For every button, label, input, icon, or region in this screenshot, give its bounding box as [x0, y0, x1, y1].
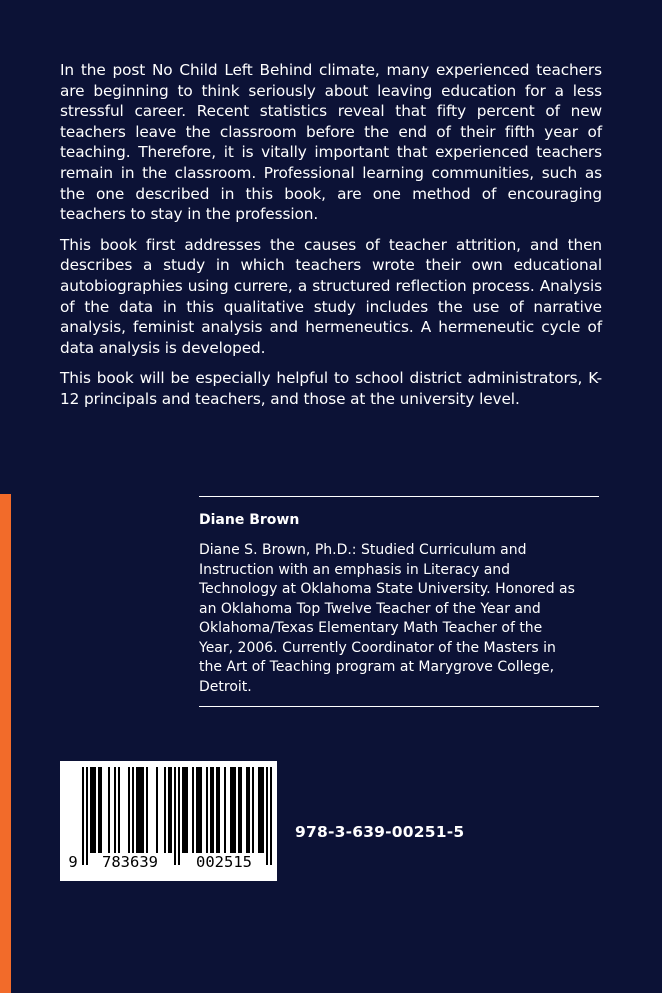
barcode-bar — [248, 767, 250, 853]
barcode-digits: 9 — [68, 853, 78, 871]
barcode-bar — [140, 767, 142, 853]
barcode-bar — [184, 767, 186, 853]
barcode-bar — [168, 767, 170, 853]
barcode-bar — [262, 767, 264, 853]
barcode-bar — [246, 767, 248, 853]
barcode-bar — [192, 767, 194, 853]
barcode-bar — [200, 767, 202, 853]
blurb-paragraph-2: This book first addresses the causes of teacher attrition, and then describes a study in which teachers wrote their own educational autobiographies using currere, a structured reflection process. Analysis of the data in this qualitative study includes the use of narrative analysis, feminist analysis and hermeneutics. A hermeneutic cycle of data analysis is developed. — [60, 235, 602, 357]
barcode-bar — [258, 767, 260, 853]
author-top-rule — [199, 496, 599, 497]
barcode-bar — [156, 767, 158, 853]
blurb-paragraph-1: In the post No Child Left Behind climate, many experienced teachers are beginning to think seriously about leaving education for a less stressful career. Recent statistics reveal that fifty percent of new teachers leave the classroom before the end of their fifth year of teaching. Therefore, it is vitally important that experienced teachers remain in the classroom. Professional learning communities, such as the one described in this book, are one method of encouraging teachers to stay in the profession. — [60, 61, 602, 224]
barcode-bar — [230, 767, 232, 853]
barcode-bar — [138, 767, 140, 853]
barcode-guard-bar — [266, 767, 268, 865]
barcode-graphic — [60, 761, 277, 881]
barcode-bar — [196, 767, 198, 853]
barcode-bar — [128, 767, 130, 853]
barcode-bar — [164, 767, 166, 853]
barcode-bar — [132, 767, 134, 853]
barcode-bar — [232, 767, 234, 853]
barcode-bar — [234, 767, 236, 853]
barcode-guard-bar — [82, 767, 84, 865]
barcode-bar — [210, 767, 212, 853]
barcode-bar — [186, 767, 188, 853]
barcode-bar — [94, 767, 96, 853]
barcode-bar — [212, 767, 214, 853]
blurb-paragraph-3: This book will be especially helpful to school district administrators, K-12 principals and teachers, and those at the university level. — [60, 369, 602, 408]
barcode-bar — [238, 767, 240, 853]
author-name: Diane Brown — [199, 512, 300, 528]
barcode-bar — [108, 767, 110, 853]
barcode-bar — [252, 767, 254, 853]
barcode-bar — [170, 767, 172, 853]
barcode-guard-bar — [86, 767, 88, 865]
barcode-bar — [240, 767, 242, 853]
barcode-bar — [198, 767, 200, 853]
barcode-bar — [92, 767, 94, 853]
blurb — [60, 60, 602, 420]
barcode-guard-bar — [174, 767, 176, 865]
isbn-number: 978-3-639-00251-5 — [295, 823, 465, 841]
barcode-bar — [260, 767, 262, 853]
author-bottom-rule — [199, 706, 599, 707]
barcode-bar — [118, 767, 120, 853]
barcode-bar — [100, 767, 102, 853]
author-box — [199, 496, 599, 707]
barcode-bar — [146, 767, 148, 853]
barcode-bar — [90, 767, 92, 853]
barcode — [60, 761, 277, 881]
barcode-bar — [206, 767, 208, 853]
author-bio: Diane S. Brown, Ph.D.: Studied Curriculum and Instruction with an emphasis in Literacy and Technology at Oklahoma State University. Honored as an Oklahoma Top Twelve Teacher of the Year and Oklahoma/Texas Elementary Math Teacher of the Year, 2006. Currently Coordinator of the Masters in the Art of Teaching program at Marygrove College, Detroit. — [199, 542, 575, 695]
barcode-digits: 002515 — [196, 853, 252, 871]
barcode-digits: 783639 — [102, 853, 158, 871]
barcode-bar — [136, 767, 138, 853]
barcode-bar — [114, 767, 116, 853]
barcode-bar — [218, 767, 220, 853]
barcode-bar — [98, 767, 100, 853]
barcode-guard-bar — [270, 767, 272, 865]
barcode-bar — [216, 767, 218, 853]
barcode-bar — [224, 767, 226, 853]
barcode-guard-bar — [178, 767, 180, 865]
barcode-bar — [182, 767, 184, 853]
orange-accent-stripe — [0, 494, 11, 993]
barcode-bar — [142, 767, 144, 853]
